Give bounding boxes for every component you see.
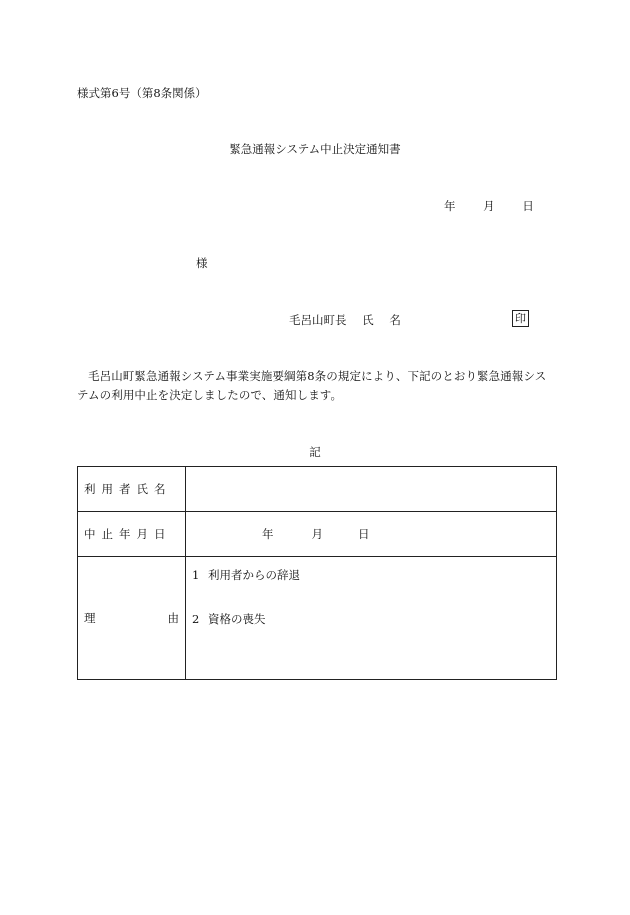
ki-heading: 記: [309, 445, 321, 459]
reason-item-1[interactable]: [192, 567, 300, 583]
reason-item-number: 1: [192, 568, 200, 582]
reason-label: [78, 557, 186, 680]
form-number: 様式第6号（第8条関係）: [77, 86, 207, 100]
body-paragraph: 毛呂山町緊急通報システム事業実施要綱第8条の規定により、下記のとおり緊急通報システムの利用中止を決定しましたので、通知します。: [77, 369, 547, 402]
issuer-name-label-2: 名: [389, 313, 401, 327]
reason-item-text: 利用者からの辞退: [208, 568, 300, 582]
table-row-user-name: [78, 467, 557, 512]
date-day: 日: [522, 199, 534, 213]
reason-item-number: 2: [192, 612, 200, 626]
table-row-stop-date: [78, 512, 557, 557]
detail-table: [77, 466, 557, 680]
stop-date-day: 日: [358, 527, 370, 541]
stop-date-parts: [186, 526, 556, 542]
user-name-field[interactable]: [186, 467, 557, 512]
seal-mark: 印: [512, 310, 529, 327]
reason-label-left: 理: [84, 611, 96, 625]
issuer-name-label-1: 氏: [362, 313, 374, 327]
stop-date-year: 年: [262, 527, 274, 541]
reason-item-text: 資格の喪失: [208, 612, 266, 626]
reason-list: [186, 557, 556, 679]
issuer-line: [289, 312, 401, 328]
stop-date-month: 月: [311, 527, 323, 541]
date-line: [444, 198, 534, 214]
issuer-title: 毛呂山町長: [289, 313, 347, 327]
user-name-label: 利用者氏名: [78, 467, 186, 512]
stop-date-label: 中止年月日: [78, 512, 186, 557]
date-month: 月: [483, 199, 495, 213]
reason-field[interactable]: [186, 557, 557, 680]
stop-date-field[interactable]: [186, 512, 557, 557]
reason-item-2[interactable]: [192, 611, 266, 627]
date-year: 年: [444, 199, 456, 213]
table-row-reason: [78, 557, 557, 680]
reason-label-right: 由: [167, 611, 179, 625]
addressee-suffix: 様: [196, 256, 208, 270]
document-title: 緊急通報システム中止決定通知書: [229, 142, 401, 156]
